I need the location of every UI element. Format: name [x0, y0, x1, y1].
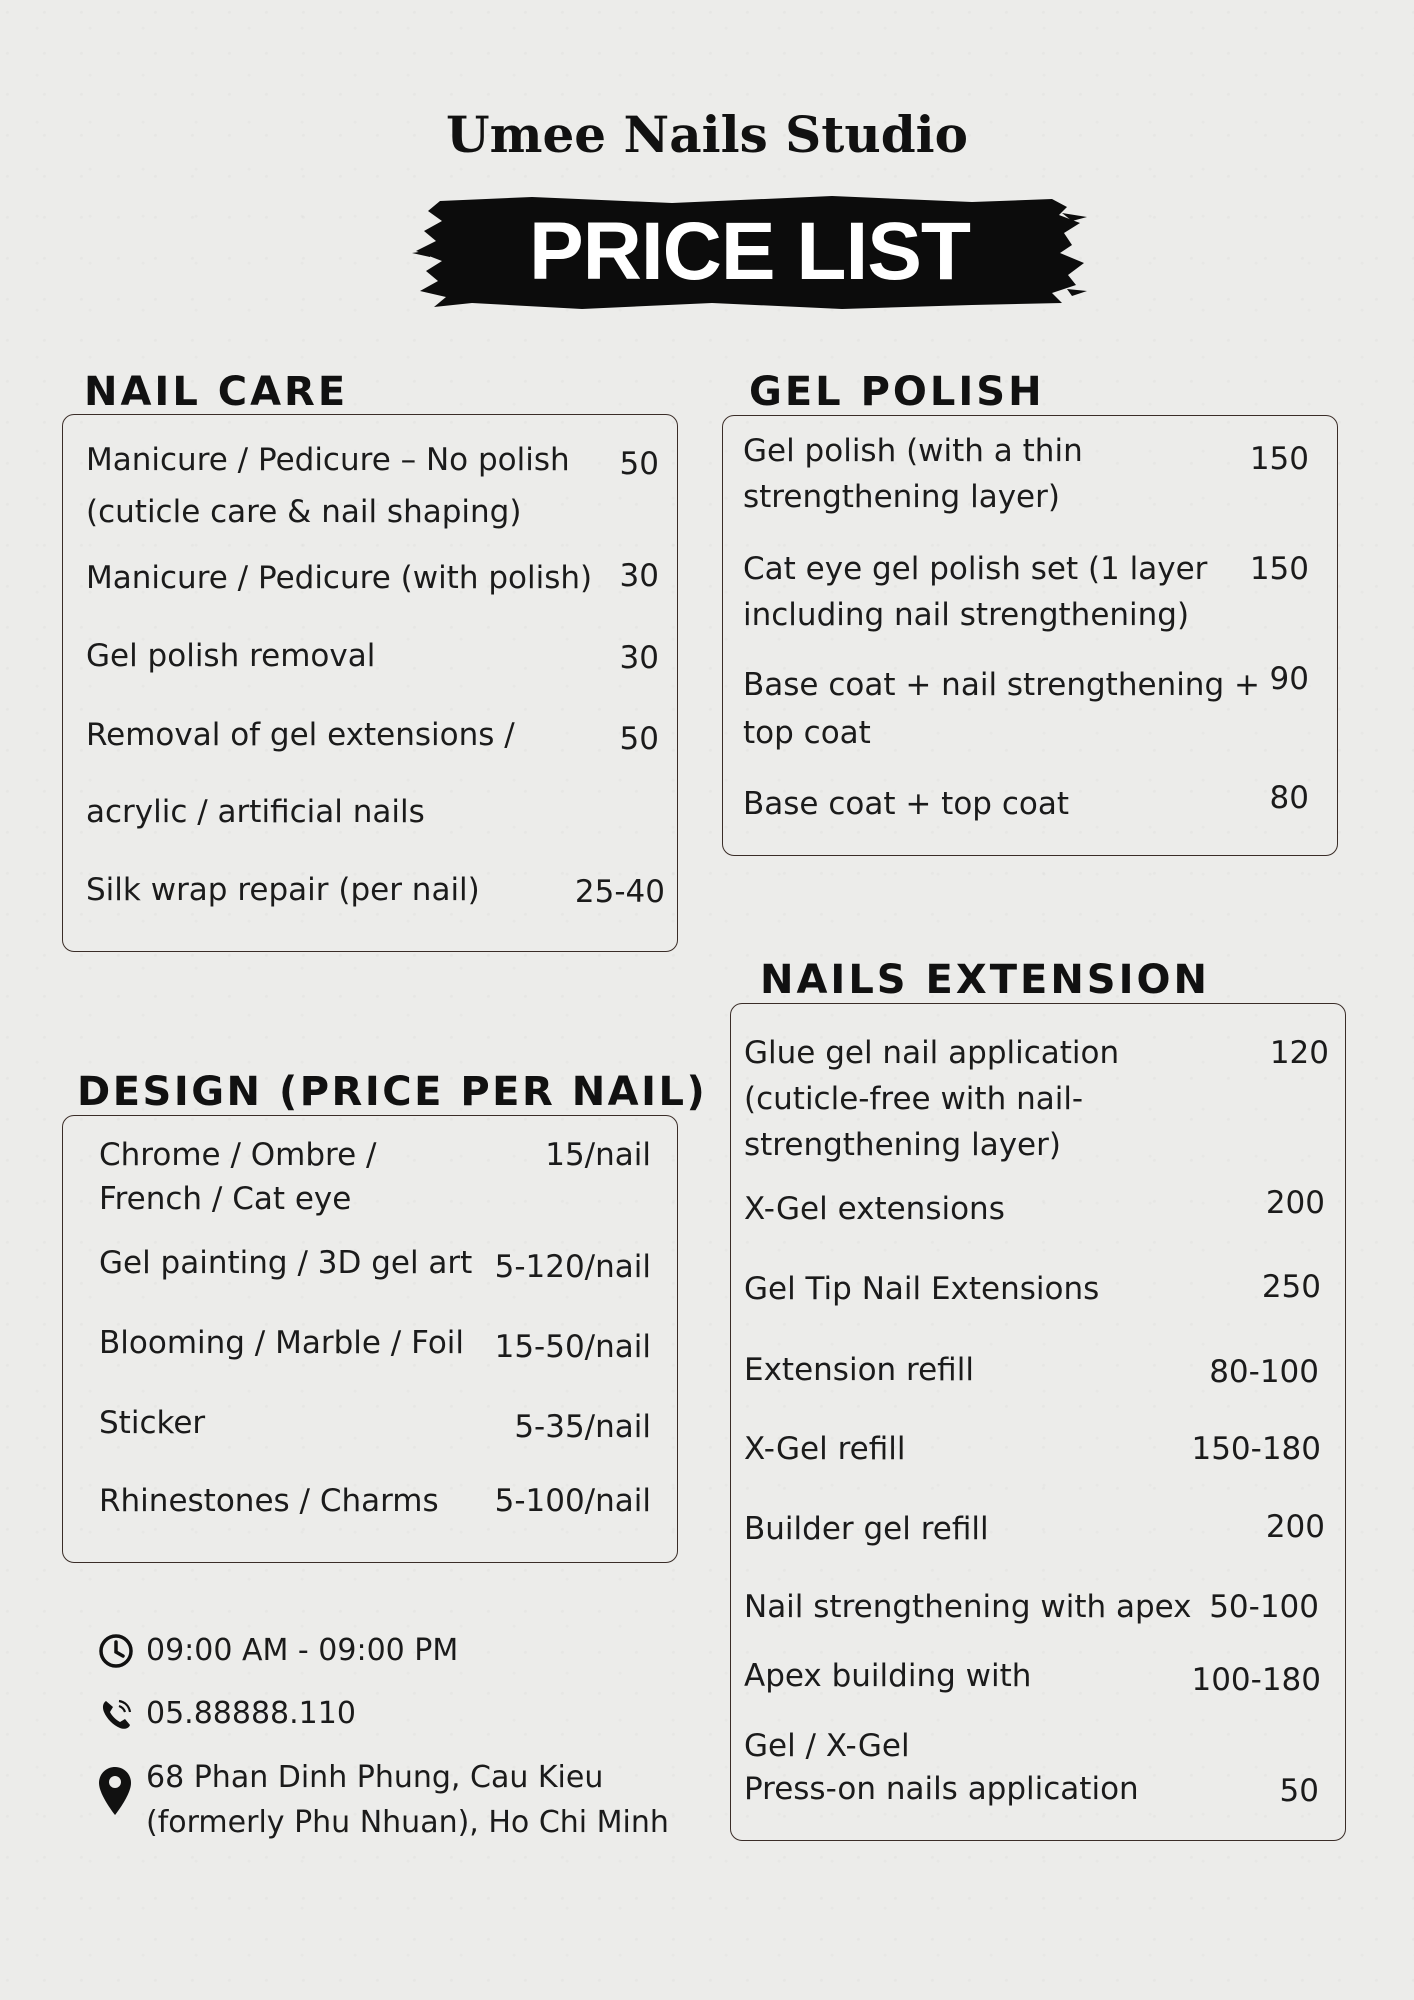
service-name: Manicure / Pedicure (with polish): [86, 560, 593, 596]
service-name: Rhinestones / Charms: [99, 1483, 439, 1519]
service-price: 30: [619, 558, 659, 594]
clock-icon: [98, 1633, 134, 1669]
service-price: 150: [1249, 441, 1309, 477]
service-name-line3: strengthening layer): [744, 1127, 1061, 1163]
service-name: Builder gel refill: [744, 1511, 989, 1547]
design-title: DESIGN (PRICE PER NAIL): [77, 1069, 708, 1115]
studio-name: Umee Nails Studio: [445, 105, 969, 164]
service-price: 50: [1279, 1773, 1319, 1809]
service-price: 5-100/nail: [494, 1483, 651, 1519]
price-list-banner: [412, 193, 1087, 311]
address-line-2: (formerly Phu Nhuan), Ho Chi Minh: [146, 1805, 669, 1840]
service-name: Gel Tip Nail Extensions: [744, 1271, 1100, 1307]
service-name-line2: strengthening layer): [743, 479, 1060, 515]
service-name: Base coat + top coat: [743, 786, 1069, 822]
service-price: 80-100: [1209, 1354, 1319, 1390]
nails-extension-title: NAILS EXTENSION: [760, 957, 1210, 1003]
location-pin-icon: [97, 1765, 133, 1817]
service-price: 250: [1261, 1269, 1321, 1305]
service-name: Cat eye gel polish set (1 layer: [743, 551, 1208, 587]
service-price: 120: [1269, 1035, 1329, 1071]
service-name-line2: Gel / X-Gel: [744, 1728, 910, 1764]
service-name: Manicure / Pedicure – No polish: [86, 442, 570, 478]
service-name: X-Gel extensions: [744, 1191, 1005, 1227]
service-price: 50-100: [1209, 1589, 1319, 1625]
service-price: 15/nail: [545, 1137, 651, 1173]
phone-icon: [98, 1695, 136, 1733]
service-name: Removal of gel extensions /: [86, 717, 515, 753]
service-name: Nail strengthening with apex: [744, 1589, 1192, 1625]
service-name: Gel polish (with a thin: [743, 433, 1083, 469]
service-price: 25-40: [574, 874, 665, 910]
service-name: Gel polish removal: [86, 638, 376, 674]
service-name: Gel painting / 3D gel art: [99, 1245, 473, 1281]
price-list-title: PRICE LIST: [528, 206, 971, 297]
service-price: 150-180: [1191, 1431, 1321, 1467]
gel-polish-box: [722, 415, 1338, 856]
service-name-line2: French / Cat eye: [99, 1181, 352, 1217]
design-box: [62, 1115, 678, 1563]
service-name: Apex building with: [744, 1658, 1032, 1694]
service-name-line2: top coat: [743, 715, 871, 751]
nails-extension-box: [730, 1003, 1346, 1841]
service-name: Glue gel nail application: [744, 1035, 1120, 1071]
service-name: Silk wrap repair (per nail): [86, 872, 480, 908]
service-name: X-Gel refill: [744, 1431, 906, 1467]
nail-care-box: [62, 414, 678, 952]
nail-care-title: NAIL CARE: [84, 369, 349, 415]
service-name: Base coat + nail strengthening +: [743, 667, 1260, 703]
phone-text[interactable]: 05.88888.110: [146, 1696, 356, 1731]
service-name: Chrome / Ombre /: [99, 1137, 377, 1173]
service-name: Press-on nails application: [744, 1771, 1139, 1807]
service-price: 100-180: [1191, 1662, 1321, 1698]
service-price: 150: [1249, 551, 1309, 587]
service-name-line2: (cuticle-free with nail-: [744, 1081, 1084, 1117]
service-price: 200: [1265, 1509, 1325, 1545]
service-name-line2: (cuticle care & nail shaping): [86, 494, 522, 530]
service-name: Sticker: [99, 1405, 206, 1441]
service-price: 50: [619, 721, 659, 757]
address-line-1: 68 Phan Dinh Phung, Cau Kieu: [146, 1760, 604, 1795]
service-price: 5-120/nail: [494, 1249, 651, 1285]
service-price: 5-35/nail: [514, 1409, 651, 1445]
service-price: 15-50/nail: [494, 1329, 651, 1365]
gel-polish-title: GEL POLISH: [749, 369, 1045, 415]
service-price: 200: [1265, 1185, 1325, 1221]
hours-text: 09:00 AM - 09:00 PM: [146, 1633, 459, 1668]
service-name: Extension refill: [744, 1352, 974, 1388]
service-name-line2: acrylic / artificial nails: [86, 794, 425, 830]
service-name: Blooming / Marble / Foil: [99, 1325, 465, 1361]
service-price: 30: [619, 640, 659, 676]
service-price: 80: [1269, 780, 1309, 816]
service-price: 50: [619, 446, 659, 482]
service-name-line2: including nail strengthening): [743, 597, 1190, 633]
service-price: 90: [1269, 661, 1309, 697]
